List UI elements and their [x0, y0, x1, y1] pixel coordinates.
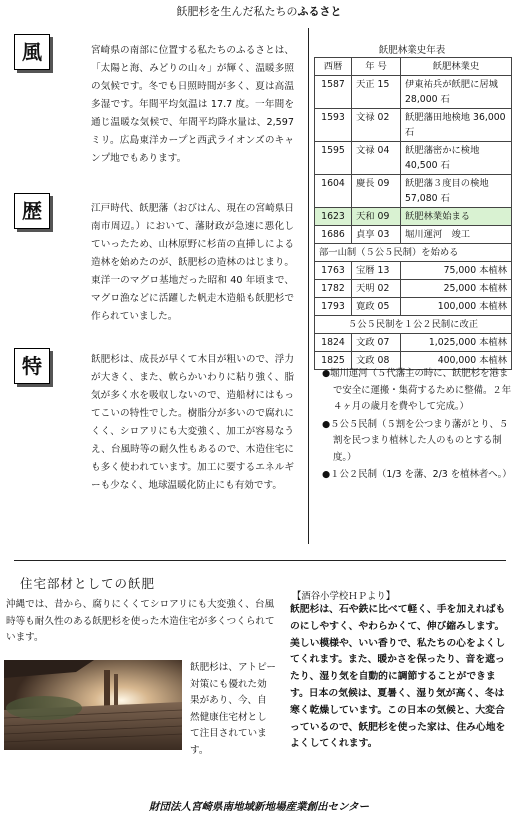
cell-era: 天明 02 — [352, 280, 401, 298]
cell-event: 堀川運河 竣工 — [401, 226, 512, 244]
house-photo — [4, 660, 182, 750]
page-header — [0, 3, 518, 19]
photo-caption-text: 飫肥杉は、アトピー対策にも優れた効果があり、今、自然健康住宅材として注目されています。 — [190, 662, 276, 756]
table-row-highlighted — [315, 208, 512, 226]
note-item: ●堀川運河（５代藩主の時に、飫肥杉を港まで安全に運搬・集荷するために整備。２年４ヶ月の歳月を費やして完成。） — [322, 368, 512, 412]
cell-span: 部一山制（５公５民制）を始める — [315, 244, 512, 262]
cell-era: 文政 07 — [352, 334, 401, 352]
school-quote-text: 飫肥杉は、石や鉄に比べて軽く、手を加えればものにしやすく、やわらかくて、伸び縮みします。美しい模様や、いい香りで、私たちの心をよくしてくれます。また、暖かさを保ったり、音を遮ったり、湿り気を自動的に調節することができます。日本の気候は、夏暑く、湿り気が高く、冬は寒く乾燥しています。この日本の気候と、大変合っているので、飫肥杉を使った家は、住み心地をよくしてくれます。 — [290, 604, 506, 750]
header-text: 飫肥杉を生んだ私たちの — [176, 5, 298, 18]
table-row — [315, 262, 512, 280]
table-row-span — [315, 316, 512, 334]
table-row — [315, 109, 512, 142]
cell-year: 1595 — [315, 142, 352, 175]
cell-year: 1793 — [315, 298, 352, 316]
history-notes — [322, 366, 512, 485]
table-row — [315, 142, 512, 175]
cell-year: 1686 — [315, 226, 352, 244]
history-table-title: 飫肥林業史年表 — [378, 45, 446, 56]
table-row — [315, 175, 512, 208]
col-header-event: 飫肥林業史 — [401, 58, 512, 76]
cell-event: 飫肥林業始まる — [401, 208, 512, 226]
cell-era: 文禄 04 — [352, 142, 401, 175]
table-row — [315, 334, 512, 352]
cell-era: 天和 09 — [352, 208, 401, 226]
kanji-box-fu: 風 — [14, 34, 50, 70]
cell-year: 1763 — [315, 262, 352, 280]
table-row — [315, 298, 512, 316]
cell-year: 1623 — [315, 208, 352, 226]
table-row — [315, 76, 512, 109]
cell-year: 1825 — [315, 352, 352, 370]
housing-text: 沖縄では、昔から、腐りにくくてシロアリにも大変強く、台風時等も耐久性のある飫肥杉を使った木造住宅が多くつくられています。 — [6, 599, 275, 643]
section-reki-text: 江戸時代、飫肥藩（おびはん、現在の宮崎県日南市周辺。）において、藩財政が急速に悪化していったため、山林原野に杉苗の直挿しによる造林を始めたのが、飫肥杉の造林のはじまり。東洋一のマグロ基地だった昭和 40 年頃まで、マグロ漁などに活躍した帆走木造船も飫肥杉で作られていました。 — [91, 203, 294, 322]
kanji-box-reki: 歴 — [14, 193, 50, 229]
cell-era: 宝暦 13 — [352, 262, 401, 280]
section-fu-text: 宮崎県の南部に位置する私たちのふるさとは、「太陽と海、みどりの山々」が輝く、温暖多照の気候です。冬でも日照時間が多く、夏は高温多湿です。年間平均気温は 17.7 度。一年間を通じ温暖な気候で、年間平均降水量は、2,597 ミリ。広島東洋カープと西武ライオンズのキャンプ地でもあります。 — [91, 45, 294, 164]
housing-title: 住宅部材としての飫肥 — [20, 576, 156, 591]
section-toku-text: 飫肥杉は、成長が早くて木目が粗いので、浮力が大きく、また、軟らかいわりに粘り強く、脂気が多く水を吸収しないので、造船材にはもってこいの特性でした。樹脂分が多いので腐れにくく、シロアリにも大変強く、加工が容易なうえ、台風時等の耐久性もあるので、木造住宅にも多く使われています。加工に要するエネルギーも少なく、地球温暖化防止にも有効です。 — [91, 354, 294, 491]
kanji-box-toku: 特 — [14, 348, 50, 384]
cell-event: 飫肥藩密かに検地 40,500 石 — [401, 142, 512, 175]
section-divider — [14, 560, 506, 561]
cell-event: 75,000 本植林 — [401, 262, 512, 280]
wooden-deck-image — [4, 660, 182, 750]
cell-era: 寛政 05 — [352, 298, 401, 316]
cell-event: 飫肥藩３度目の検地 57,080 石 — [401, 175, 512, 208]
school-quote-source: 【酒谷小学校ＨＰより】 — [292, 591, 396, 602]
cell-year: 1587 — [315, 76, 352, 109]
cell-era: 慶長 09 — [352, 175, 401, 208]
cell-year: 1593 — [315, 109, 352, 142]
cell-era: 貞享 03 — [352, 226, 401, 244]
footer-organization: 財団法人宮崎県南地域新地場産業創出センター — [148, 801, 370, 813]
col-header-year: 西暦 — [315, 58, 352, 76]
cell-span: ５公５民制を１公２民制に改正 — [315, 316, 512, 334]
cell-event: 25,000 本植林 — [401, 280, 512, 298]
table-row — [315, 226, 512, 244]
cell-event: 100,000 本植林 — [401, 298, 512, 316]
col-header-era: 年 号 — [352, 58, 401, 76]
note-item: ●１公２民制（1/3 を藩、2/3 を植林者へ。） — [322, 469, 512, 480]
column-divider — [308, 28, 309, 544]
cell-year: 1782 — [315, 280, 352, 298]
cell-event: 飫肥藩田地検地 36,000 石 — [401, 109, 512, 142]
cell-year: 1824 — [315, 334, 352, 352]
cell-era: 文禄 02 — [352, 109, 401, 142]
cell-event: 400,000 本植林 — [401, 352, 512, 370]
cell-event: 1,025,000 本植林 — [401, 334, 512, 352]
cell-era: 天正 15 — [352, 76, 401, 109]
cell-year: 1604 — [315, 175, 352, 208]
header-emphasis: ふるさと — [297, 5, 342, 18]
table-header-row — [315, 58, 512, 76]
table-row — [315, 280, 512, 298]
cell-era: 文政 08 — [352, 352, 401, 370]
history-table — [314, 57, 512, 370]
note-item: ●５公５民制（５割を公つまり藩がとり、５割を民つまり植林した人のものとする制度。） — [322, 418, 509, 463]
table-row-span — [315, 244, 512, 262]
cell-event: 伊東祐兵が飫肥に居城 28,000 石 — [401, 76, 512, 109]
